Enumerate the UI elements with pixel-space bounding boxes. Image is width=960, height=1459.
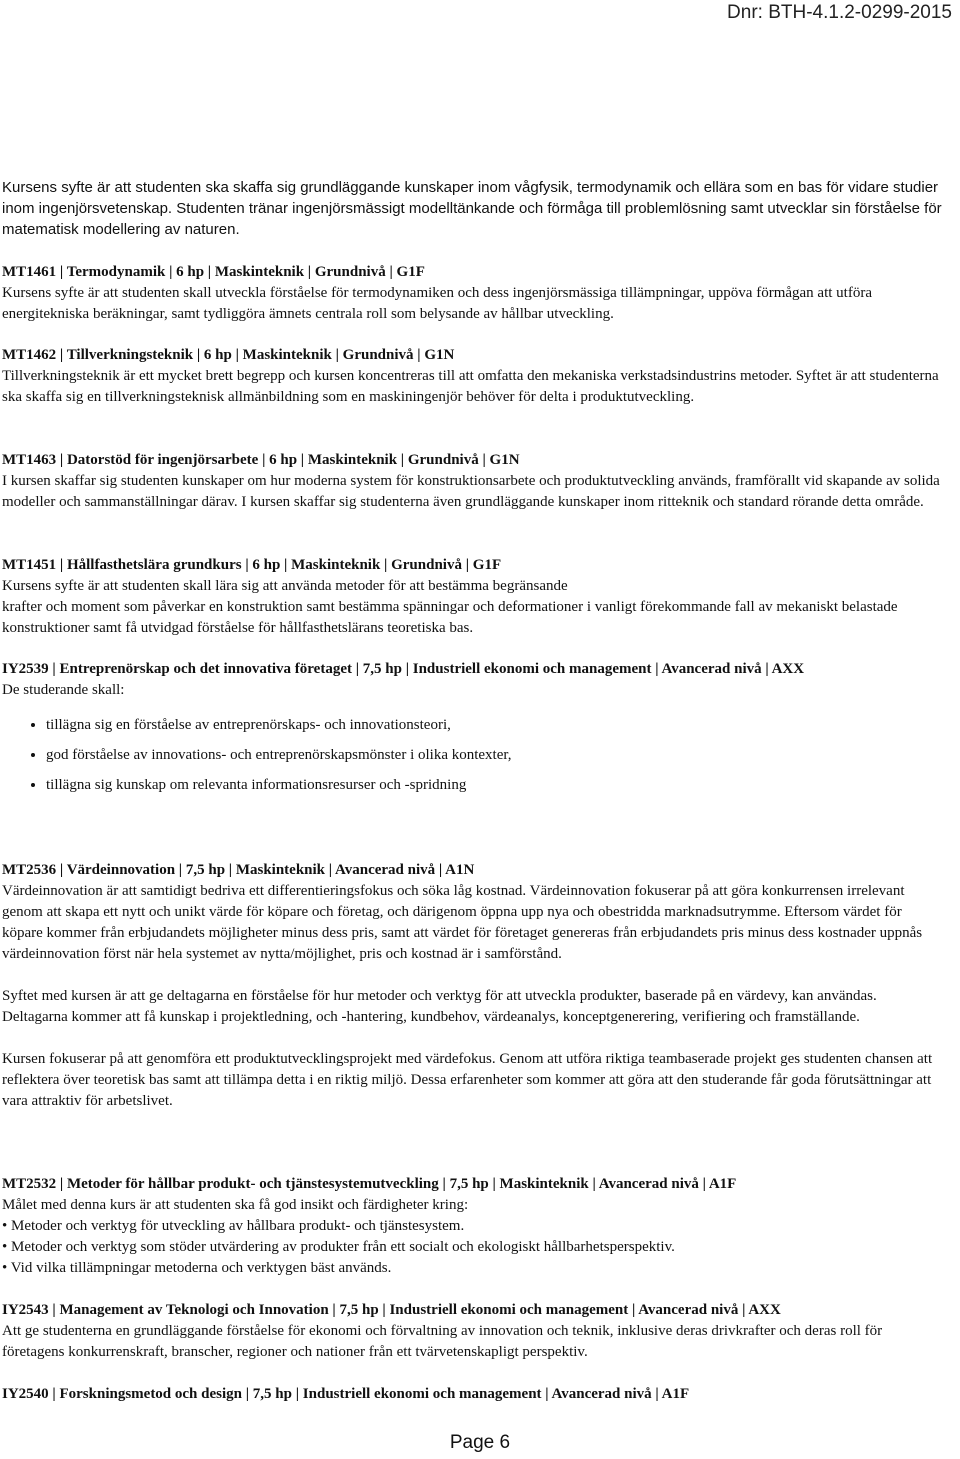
course-heading: IY2540 | Forskningsmetod och design | 7,5 hp | Industriell ekonomi och management | Avancerad nivå | A1F xyxy=(2,1386,690,1402)
course-description-line-2: krafter och moment som påverkar en konstruktion samt bestämma spänningar och deformationer i vanligt förekommande fall av mekaniskt belastade konstruktioner samt få utvidgad förståelse för hållfasthetslärans teoretiska bas. xyxy=(2,599,898,636)
course-mt1451 xyxy=(2,555,942,639)
course-description: Tillverkningsteknik är ett mycket brett begrepp och kursen koncentreras till att omfatta den mekaniska verkstadsindustrins metoder. Syftet är att studenterna ska skaffa sig en tillverkningsteknisk allmänbildning som en maskiningenjör behöver för delta i produktutveckling. xyxy=(2,368,939,405)
course-mt2532 xyxy=(2,1174,942,1279)
course-lead: Målet med denna kurs är att studenten ska få god insikt och färdigheter kring: xyxy=(2,1197,469,1213)
course-description: I kursen skaffar sig studenten kunskaper om hur moderna system för konstruktionsarbete och produktutveckling används, framförallt vid skapande av solida modeller och sammanställningar därav. I kursen skaffar sig studenterna även grundläggande kunskaper inom ritteknik och standard rörande detta område. xyxy=(2,473,940,510)
course-paragraph-2: Syftet med kursen är att ge deltagarna en förståelse för hur metoder och verktyg för att utveckla produkter, baserade på en värdevy, kan användas. Deltagarna kommer att få kunskap i projektledning, och -hantering, kundbehov, värdeanalys, konceptgenerering, verifiering och framställande. xyxy=(2,988,877,1025)
course-heading: IY2539 | Entreprenörskap och det innovativa företaget | 7,5 hp | Industriell ekonomi och management | Avancerad nivå | AXX xyxy=(2,661,805,677)
course-heading: MT1461 | Termodynamik | 6 hp | Maskinteknik | Grundnivå | G1F xyxy=(2,264,425,280)
document-number: Dnr: BTH-4.1.2-0299-2015 xyxy=(727,2,952,23)
course-paragraph-1: Värdeinnovation är att samtidigt bedriva ett differentieringsfokus och söka låg kostnad. Värdeinnovation fokuserar på att göra konkurrensen irrelevant genom att skapa ett nytt och unikt värde för köpare och företag, och därigenom öppna upp nya och obestridda marknadsutrymme. Eftersom värdet för köpare kommer från erbjudandets möjligheter minus dess pris, samt att värdet för företaget genereras från erbjudandets pris minus dess kostnader uppnås värdeinnovation först när hela systemet av nytta/möjlighet, pris och kostnad är i samförstånd. xyxy=(2,883,923,962)
course-mt1461 xyxy=(2,262,942,325)
course-heading: MT1462 | Tillverkningsteknik | 6 hp | Maskinteknik | Grundnivå | G1N xyxy=(2,347,455,363)
course-lead: De studerande skall: xyxy=(2,682,125,698)
intro-paragraph: Kursens syfte är att studenten ska skaffa sig grundläggande kunskaper inom vågfysik, termodynamik och ellära som en bas för vidare studier inom ingenjörsvetenskap. Studenten tränar ingenjörsmässigt modelltänkande och förmåga till problemlösning samt utvecklar sin förståelse för matematisk modellering av naturen. xyxy=(2,179,942,238)
course-heading: MT2532 | Metoder för hållbar produkt- och tjänstesystemutveckling | 7,5 hp | Maskinteknik | Avancerad nivå | A1F xyxy=(2,1176,737,1192)
course-description: Att ge studenterna en grundläggande förståelse för ekonomi och förvaltning av innovation och teknik, inklusive deras drivkrafter och deras roll för företagens konkurrenskraft, branscher, regioner och nationer från ett tvärvetenskapligt perspektiv. xyxy=(2,1323,883,1360)
course-mt1463 xyxy=(2,450,942,513)
intro-section xyxy=(2,177,942,240)
page-number: Page 6 xyxy=(449,1432,511,1453)
course-heading: IY2543 | Management av Teknologi och Innovation | 7,5 hp | Industriell ekonomi och management | Avancerad nivå | AXX xyxy=(2,1302,781,1318)
list-item: • tillägna sig kunskap om relevanta informationsresurser och -spridning xyxy=(46,775,907,796)
course-description-line-1: Kursens syfte är att studenten skall lära sig att använda metoder för att bestämma begränsande xyxy=(2,578,568,594)
list-item: • god förståelse av innovations- och entreprenörskapsmönster i olika kontexter, xyxy=(46,745,907,766)
list-item: • Vid vilka tillämpningar metoderna och verktygen bäst används. xyxy=(2,1260,392,1276)
course-iy2543 xyxy=(2,1300,942,1363)
course-heading: MT2536 | Värdeinnovation | 7,5 hp | Maskinteknik | Avancerad nivå | A1N xyxy=(2,862,475,878)
course-heading: MT1451 | Hållfasthetslära grundkurs | 6 hp | Maskinteknik | Grundnivå | G1F xyxy=(2,557,502,573)
course-heading: MT1463 | Datorstöd för ingenjörsarbete | 6 hp | Maskinteknik | Grundnivå | G1N xyxy=(2,452,520,468)
course-paragraph-3: Kursen fokuserar på att genomföra ett produktutvecklingsprojekt med värdefokus. Genom att utföra riktiga teambaserade projekt ges studenten chansen att reflektera över teoretisk bas samt att tillämpa detta i en riktig miljö. Dessa erfarenheter som kommer att göra att den studerande får goda förutsättningar att vara attraktiv för arbetslivet. xyxy=(2,1051,933,1109)
course-iy2540 xyxy=(2,1384,942,1405)
course-mt1462 xyxy=(2,345,942,408)
list-item: • tillägna sig en förståelse av entreprenörskaps- och innovationsteori, xyxy=(46,715,907,736)
course-mt2536 xyxy=(2,860,942,1112)
course-iy2539 xyxy=(2,659,907,805)
list-item: • Metoder och verktyg för utveckling av hållbara produkt- och tjänstesystem. xyxy=(2,1218,465,1234)
course-description: Kursens syfte är att studenten skall utveckla förståelse för termodynamiken och dess ingenjörsmässiga tillämpningar, uppöva förmågan att utföra energitekniska beräkningar, samt tydliggöra ämnets centrala roll som belysande av hållbar utveckling. xyxy=(2,285,872,322)
course-bullet-list xyxy=(2,715,907,796)
list-item: • Metoder och verktyg som stöder utvärdering av produkter från ett socialt och ekologiskt hållbarhetsperspektiv. xyxy=(2,1239,675,1255)
